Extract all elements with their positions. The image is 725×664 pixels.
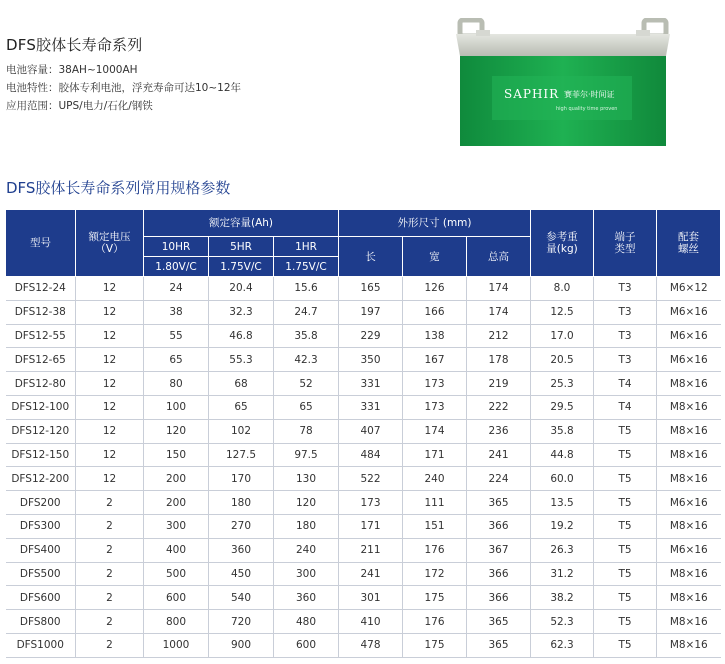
feature-info: 电池特性：胶体专利电池，浮充寿命可达10~12年 — [6, 82, 242, 94]
cell-width: 176 — [403, 610, 467, 634]
cell-bolt: M8×16 — [657, 586, 721, 610]
cell-terminal: T5 — [594, 443, 657, 467]
cell-voltage: 12 — [76, 300, 144, 324]
cell-model: DFS12-24 — [6, 277, 76, 301]
cell-height: 178 — [467, 348, 531, 372]
header-cutoff-10hr: 1.80V/C — [144, 257, 209, 277]
battery-image — [452, 18, 674, 150]
cell-bolt: M6×16 — [657, 491, 721, 515]
cell-voltage: 2 — [76, 633, 144, 657]
cell-height: 212 — [467, 324, 531, 348]
cell-bolt: M6×16 — [657, 348, 721, 372]
cell-capacity-1hr: 78 — [274, 419, 339, 443]
cell-capacity-5hr: 540 — [209, 586, 274, 610]
cell-capacity-5hr: 32.3 — [209, 300, 274, 324]
header-rate-1hr: 1HR — [274, 237, 339, 257]
cell-length: 331 — [339, 372, 403, 396]
cell-height: 222 — [467, 395, 531, 419]
cell-width: 173 — [403, 395, 467, 419]
cell-capacity-10hr: 200 — [144, 491, 209, 515]
table-row — [6, 467, 721, 491]
table-row — [6, 562, 721, 586]
cell-width: 171 — [403, 443, 467, 467]
table-row — [6, 610, 721, 634]
header-bolt: 配套螺丝 — [657, 210, 721, 277]
table-row — [6, 324, 721, 348]
header-cutoff-5hr: 1.75V/C — [209, 257, 274, 277]
application-info: 应用范围：UPS/电力/石化/钢铁 — [6, 100, 153, 112]
table-row — [6, 633, 721, 657]
cell-capacity-1hr: 52 — [274, 372, 339, 396]
spec-table — [5, 209, 721, 658]
cell-voltage: 12 — [76, 443, 144, 467]
cell-capacity-5hr: 55.3 — [209, 348, 274, 372]
table-row — [6, 538, 721, 562]
cell-bolt: M8×16 — [657, 633, 721, 657]
cell-capacity-5hr: 127.5 — [209, 443, 274, 467]
cell-model: DFS12-120 — [6, 419, 76, 443]
cell-capacity-10hr: 55 — [144, 324, 209, 348]
cell-model: DFS12-100 — [6, 395, 76, 419]
cell-length: 173 — [339, 491, 403, 515]
cell-capacity-10hr: 24 — [144, 277, 209, 301]
spec-section-title: DFS胶体长寿命系列常用规格参数 — [6, 179, 231, 197]
cell-width: 174 — [403, 419, 467, 443]
cell-capacity-10hr: 100 — [144, 395, 209, 419]
cell-model: DFS600 — [6, 586, 76, 610]
cell-model: DFS12-80 — [6, 372, 76, 396]
cell-terminal: T5 — [594, 538, 657, 562]
cell-voltage: 2 — [76, 610, 144, 634]
cell-height: 366 — [467, 586, 531, 610]
cell-capacity-5hr: 180 — [209, 491, 274, 515]
cell-capacity-1hr: 130 — [274, 467, 339, 491]
cell-capacity-10hr: 1000 — [144, 633, 209, 657]
cell-capacity-5hr: 20.4 — [209, 277, 274, 301]
cell-height: 174 — [467, 300, 531, 324]
header-model: 型号 — [6, 210, 76, 277]
cell-capacity-10hr: 500 — [144, 562, 209, 586]
table-row — [6, 586, 721, 610]
cell-length: 171 — [339, 514, 403, 538]
cell-weight: 8.0 — [531, 277, 594, 301]
header-dimensions: 外形尺寸 (mm) — [339, 210, 531, 237]
cell-capacity-10hr: 120 — [144, 419, 209, 443]
battery-brand: SAPHIR — [504, 87, 560, 101]
cell-bolt: M8×16 — [657, 514, 721, 538]
cell-capacity-10hr: 300 — [144, 514, 209, 538]
cell-terminal: T3 — [594, 300, 657, 324]
capacity-info: 电池容量：38AH~1000AH — [6, 64, 138, 76]
cell-voltage: 12 — [76, 395, 144, 419]
cell-length: 165 — [339, 277, 403, 301]
cell-model: DFS200 — [6, 491, 76, 515]
cell-height: 365 — [467, 633, 531, 657]
cell-model: DFS400 — [6, 538, 76, 562]
product-title: DFS胶体长寿命系列 — [6, 36, 143, 54]
cell-capacity-5hr: 170 — [209, 467, 274, 491]
cell-weight: 38.2 — [531, 586, 594, 610]
cell-terminal: T5 — [594, 586, 657, 610]
cell-weight: 31.2 — [531, 562, 594, 586]
cell-height: 241 — [467, 443, 531, 467]
cell-capacity-5hr: 450 — [209, 562, 274, 586]
cell-bolt: M6×12 — [657, 277, 721, 301]
cell-capacity-5hr: 102 — [209, 419, 274, 443]
cell-voltage: 2 — [76, 514, 144, 538]
cell-capacity-1hr: 480 — [274, 610, 339, 634]
table-row — [6, 443, 721, 467]
cell-capacity-10hr: 400 — [144, 538, 209, 562]
cell-height: 366 — [467, 562, 531, 586]
table-row — [6, 514, 721, 538]
header-capacity: 额定容量(Ah) — [144, 210, 339, 237]
cell-length: 410 — [339, 610, 403, 634]
cell-model: DFS1000 — [6, 633, 76, 657]
cell-weight: 26.3 — [531, 538, 594, 562]
cell-capacity-1hr: 240 — [274, 538, 339, 562]
table-row — [6, 395, 721, 419]
cell-model: DFS12-55 — [6, 324, 76, 348]
cell-length: 331 — [339, 395, 403, 419]
battery-terminal-left — [476, 30, 490, 36]
cell-length: 478 — [339, 633, 403, 657]
cell-model: DFS12-200 — [6, 467, 76, 491]
cell-terminal: T5 — [594, 491, 657, 515]
table-row — [6, 419, 721, 443]
cell-bolt: M8×16 — [657, 419, 721, 443]
cell-width: 166 — [403, 300, 467, 324]
cell-width: 175 — [403, 586, 467, 610]
cell-capacity-10hr: 150 — [144, 443, 209, 467]
cell-length: 301 — [339, 586, 403, 610]
cell-width: 126 — [403, 277, 467, 301]
header-cutoff-1hr: 1.75V/C — [274, 257, 339, 277]
cell-weight: 12.5 — [531, 300, 594, 324]
cell-voltage: 12 — [76, 324, 144, 348]
cell-weight: 17.0 — [531, 324, 594, 348]
cell-weight: 52.3 — [531, 610, 594, 634]
header-length: 长 — [339, 237, 403, 277]
cell-terminal: T5 — [594, 467, 657, 491]
cell-voltage: 2 — [76, 491, 144, 515]
cell-length: 484 — [339, 443, 403, 467]
cell-height: 219 — [467, 372, 531, 396]
cell-bolt: M8×16 — [657, 395, 721, 419]
cell-capacity-1hr: 65 — [274, 395, 339, 419]
cell-model: DFS12-65 — [6, 348, 76, 372]
cell-weight: 25.3 — [531, 372, 594, 396]
table-row — [6, 300, 721, 324]
cell-voltage: 2 — [76, 538, 144, 562]
cell-length: 407 — [339, 419, 403, 443]
cell-length: 350 — [339, 348, 403, 372]
cell-terminal: T5 — [594, 633, 657, 657]
table-row — [6, 372, 721, 396]
cell-bolt: M6×16 — [657, 324, 721, 348]
cell-model: DFS300 — [6, 514, 76, 538]
cell-length: 522 — [339, 467, 403, 491]
cell-bolt: M6×16 — [657, 300, 721, 324]
cell-bolt: M8×16 — [657, 610, 721, 634]
cell-width: 167 — [403, 348, 467, 372]
cell-length: 211 — [339, 538, 403, 562]
cell-terminal: T3 — [594, 348, 657, 372]
cell-bolt: M6×16 — [657, 538, 721, 562]
cell-model: DFS500 — [6, 562, 76, 586]
cell-bolt: M8×16 — [657, 443, 721, 467]
cell-voltage: 2 — [76, 586, 144, 610]
cell-terminal: T4 — [594, 395, 657, 419]
cell-bolt: M8×16 — [657, 372, 721, 396]
cell-model: DFS12-150 — [6, 443, 76, 467]
cell-height: 174 — [467, 277, 531, 301]
cell-height: 366 — [467, 514, 531, 538]
header-width: 宽 — [403, 237, 467, 277]
cell-voltage: 12 — [76, 419, 144, 443]
cell-height: 365 — [467, 610, 531, 634]
cell-capacity-1hr: 360 — [274, 586, 339, 610]
header-rate-5hr: 5HR — [209, 237, 274, 257]
battery-lid — [456, 34, 670, 56]
cell-capacity-1hr: 42.3 — [274, 348, 339, 372]
cell-terminal: T4 — [594, 372, 657, 396]
cell-weight: 35.8 — [531, 419, 594, 443]
cell-width: 175 — [403, 633, 467, 657]
cell-model: DFS12-38 — [6, 300, 76, 324]
cell-weight: 20.5 — [531, 348, 594, 372]
battery-terminal-right — [636, 30, 650, 36]
cell-voltage: 12 — [76, 467, 144, 491]
cell-capacity-10hr: 200 — [144, 467, 209, 491]
cell-capacity-1hr: 15.6 — [274, 277, 339, 301]
cell-width: 172 — [403, 562, 467, 586]
cell-capacity-10hr: 65 — [144, 348, 209, 372]
cell-voltage: 12 — [76, 348, 144, 372]
cell-capacity-10hr: 800 — [144, 610, 209, 634]
cell-capacity-1hr: 24.7 — [274, 300, 339, 324]
cell-capacity-5hr: 68 — [209, 372, 274, 396]
cell-length: 197 — [339, 300, 403, 324]
cell-bolt: M8×16 — [657, 562, 721, 586]
cell-capacity-10hr: 80 — [144, 372, 209, 396]
cell-weight: 13.5 — [531, 491, 594, 515]
cell-model: DFS800 — [6, 610, 76, 634]
cell-weight: 62.3 — [531, 633, 594, 657]
header-weight: 参考重量(kg) — [531, 210, 594, 277]
cell-width: 240 — [403, 467, 467, 491]
cell-terminal: T5 — [594, 514, 657, 538]
cell-capacity-5hr: 270 — [209, 514, 274, 538]
cell-height: 365 — [467, 491, 531, 515]
cell-capacity-5hr: 360 — [209, 538, 274, 562]
cell-capacity-10hr: 600 — [144, 586, 209, 610]
cell-capacity-5hr: 46.8 — [209, 324, 274, 348]
cell-width: 173 — [403, 372, 467, 396]
cell-capacity-5hr: 900 — [209, 633, 274, 657]
cell-capacity-1hr: 300 — [274, 562, 339, 586]
cell-weight: 29.5 — [531, 395, 594, 419]
cell-terminal: T5 — [594, 562, 657, 586]
battery-tagline: high quality time proven — [556, 106, 618, 112]
spec-table-body — [6, 277, 721, 658]
cell-width: 138 — [403, 324, 467, 348]
cell-width: 151 — [403, 514, 467, 538]
cell-capacity-1hr: 35.8 — [274, 324, 339, 348]
cell-capacity-1hr: 180 — [274, 514, 339, 538]
cell-voltage: 12 — [76, 277, 144, 301]
cell-bolt: M8×16 — [657, 467, 721, 491]
cell-weight: 19.2 — [531, 514, 594, 538]
battery-slogan: 赛菲尔·时间证 — [564, 90, 615, 99]
table-row — [6, 277, 721, 301]
cell-capacity-1hr: 97.5 — [274, 443, 339, 467]
header-terminal: 端子类型 — [594, 210, 657, 277]
cell-capacity-10hr: 38 — [144, 300, 209, 324]
cell-width: 176 — [403, 538, 467, 562]
table-row — [6, 348, 721, 372]
cell-weight: 60.0 — [531, 467, 594, 491]
cell-voltage: 12 — [76, 372, 144, 396]
cell-terminal: T5 — [594, 610, 657, 634]
cell-height: 367 — [467, 538, 531, 562]
cell-length: 241 — [339, 562, 403, 586]
cell-capacity-1hr: 120 — [274, 491, 339, 515]
cell-terminal: T3 — [594, 277, 657, 301]
cell-terminal: T3 — [594, 324, 657, 348]
header-voltage: 额定电压（V） — [76, 210, 144, 277]
cell-capacity-5hr: 65 — [209, 395, 274, 419]
cell-voltage: 2 — [76, 562, 144, 586]
cell-weight: 44.8 — [531, 443, 594, 467]
cell-height: 224 — [467, 467, 531, 491]
cell-width: 111 — [403, 491, 467, 515]
cell-terminal: T5 — [594, 419, 657, 443]
header-rate-10hr: 10HR — [144, 237, 209, 257]
table-row — [6, 491, 721, 515]
cell-height: 236 — [467, 419, 531, 443]
cell-length: 229 — [339, 324, 403, 348]
cell-capacity-1hr: 600 — [274, 633, 339, 657]
cell-capacity-5hr: 720 — [209, 610, 274, 634]
header-height: 总高 — [467, 237, 531, 277]
